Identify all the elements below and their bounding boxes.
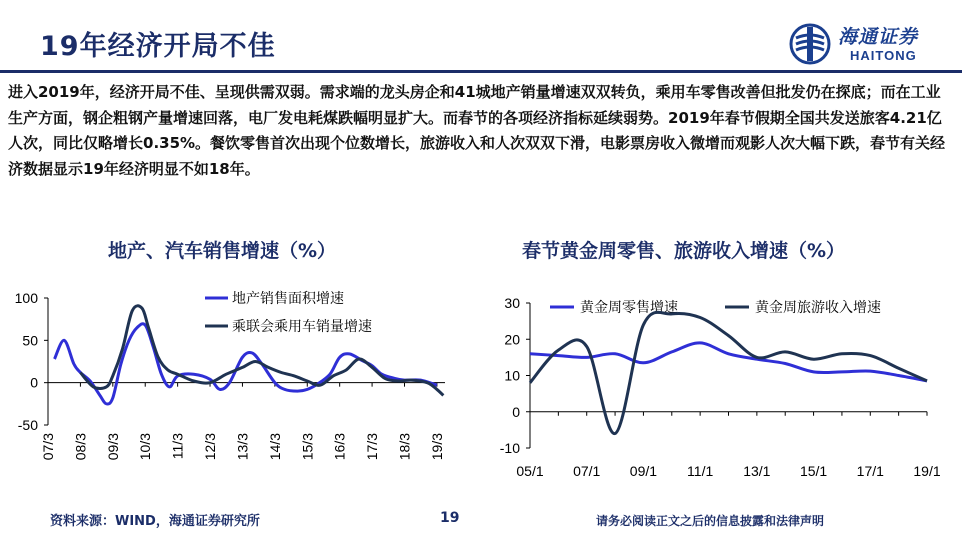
chart1-x-tick-label: 09/3	[104, 433, 121, 461]
chart1-x-tick-label: 15/3	[299, 433, 316, 461]
title-divider	[0, 70, 962, 73]
chart1-svg	[0, 270, 470, 505]
chart2-x-tick-label: 19/1	[913, 463, 941, 479]
intro-paragraph: 进入2019年，经济开局不佳、呈现供需双弱。需求端的龙头房企和41城地产销量增速双双转负，乘用车零售改善但批发仍在探底；而在工业生产方面，钢企粗钢产量增速回落，电厂发电耗煤跌幅明显扩大。而春节的各项经济指标延续弱势。2019年春节假期全国共发送旅客4.21亿人次，同比仅略增长0.35%。餐饮零售首次出现个位数增长，旅游收入和人次双双下滑，电影票房收入微增而观影人次大幅下跌，春节有关经济数据显示19年经济明显不如18年。	[8, 83, 946, 178]
logo-chinese-text: 海通证券	[838, 26, 919, 48]
page-title: 19年经济开局不佳	[40, 31, 276, 62]
haitong-logo	[788, 20, 958, 68]
chart2-y-tick-label: 0	[512, 403, 520, 420]
source-note: 资料来源：WIND，海通证券研究所	[50, 514, 260, 529]
chart1-legend-label-1: 地产销售面积增速	[232, 291, 344, 307]
chart2-x-tick-label: 15/1	[799, 463, 828, 479]
chart2-svg	[480, 270, 950, 505]
chart1-legend-label-2: 乘联会乘用车销量增速	[232, 319, 372, 335]
page-number: 19	[440, 510, 460, 526]
haitong-emblem-icon	[788, 22, 832, 66]
chart2-y-tick-label: 20	[504, 331, 520, 348]
chart1-x-tick-label: 14/3	[266, 433, 283, 461]
chart2-x-tick-label: 17/1	[856, 463, 884, 479]
chart1-title: 地产、汽车销售增速（%）	[108, 240, 337, 262]
chart2-y-tick-label: 30	[504, 295, 520, 311]
chart2-series-line-1	[530, 343, 927, 381]
chart1-x-tick-label: 07/3	[40, 433, 56, 461]
title-bar	[0, 0, 962, 72]
chart1-x-tick-label: 10/3	[137, 433, 154, 461]
chart2-x-tick-label: 07/1	[573, 463, 601, 479]
chart1-x-tick-label: 17/3	[364, 433, 381, 461]
chart1-x-tick-label: 18/3	[396, 433, 413, 461]
chart1-y-tick-label: 0	[30, 374, 38, 391]
chart1-x-tick-label: 08/3	[72, 433, 89, 461]
chart1-series-line-1	[55, 324, 437, 404]
chart2-y-tick-label: 10	[504, 367, 520, 384]
chart1-x-tick-label: 13/3	[234, 433, 251, 461]
chart2-legend-label-1: 黄金周零售增速	[580, 300, 678, 316]
chart1-x-tick-label: 16/3	[331, 433, 348, 461]
chart1-y-tick-label: 100	[14, 290, 38, 306]
chart2-x-tick-label: 09/1	[629, 463, 658, 479]
chart1-x-tick-label: 11/3	[169, 433, 186, 460]
chart2-y-tick-label: -10	[499, 440, 520, 456]
chart1-x-tick-label: 12/3	[202, 433, 219, 461]
chart2-x-tick-label: 11/1	[687, 463, 714, 479]
logo-english-text: HAITONG	[850, 48, 917, 63]
disclaimer: 请务必阅读正文之后的信息披露和法律声明	[596, 514, 825, 528]
chart2-title: 春节黄金周零售、旅游收入增速（%）	[522, 240, 846, 262]
chart1-x-tick-label: 19/3	[428, 433, 445, 461]
chart2-legend-label-2: 黄金周旅游收入增速	[755, 300, 881, 316]
chart1-y-tick-label: -50	[17, 417, 38, 433]
chart2-x-tick-label: 13/1	[743, 463, 771, 479]
chart2-x-tick-label: 05/1	[516, 463, 544, 479]
chart1-y-tick-label: 50	[22, 332, 38, 349]
